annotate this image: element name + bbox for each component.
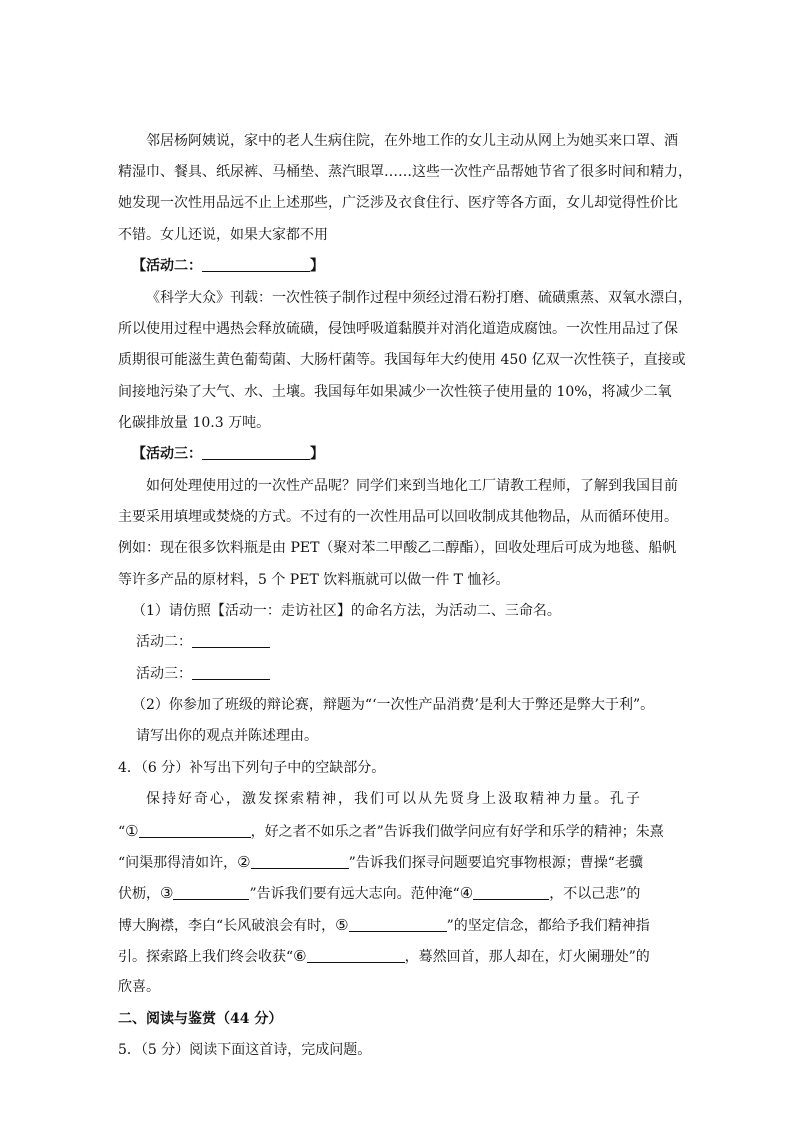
para2-line: 间接地污染了大气、水、土壤。我国每年如果减少一次性筷子使用量的 10%，将减少二氧	[118, 384, 672, 400]
q4-text: “问渠那得清如许，	[118, 855, 238, 871]
blank-marker-6: ⑥	[293, 947, 307, 965]
activity2-open: 【活动二：	[132, 258, 202, 274]
blank-1[interactable]	[139, 823, 251, 838]
blank-marker-3: ③	[160, 884, 174, 902]
answer-activity2-blank[interactable]	[192, 633, 270, 648]
q4-line: 欣喜。	[118, 979, 160, 995]
para2-line: 化碳排放量 10.3 万吨。	[118, 415, 271, 431]
question-4-title: 4．（6 分）补写出下列句子中的空缺部分。	[118, 760, 386, 776]
para3-line: 例如：现在很多饮料瓶是由 PET（聚对苯二甲酸乙二醇酯），回收处理后可成为地毯、船帆	[118, 540, 677, 556]
activity3-blank[interactable]	[202, 445, 310, 460]
para2-line: 《科学大众》刊载：一次性筷子制作过程中须经过滑石粉打磨、硫磺熏蒸、双氧水漂白，	[146, 290, 692, 306]
answer-activity2-row	[136, 632, 270, 652]
q4-text: 引。探索路上我们终会收获“	[118, 949, 294, 965]
para2-line: 所以使用过程中遇热会释放硫磺，侵蚀呼吸道黏膜并对消化道造成腐蚀。一次性用品过了保	[118, 321, 678, 337]
activity3-open: 【活动三：	[132, 446, 202, 462]
q4-text: ，蓦然回首，那人却在，灯火阑珊处”的	[404, 949, 650, 965]
q4-text: ，好之者不如乐之者”告诉我们做学问应有好学和乐学的精神；朱熹	[250, 824, 664, 840]
blank-marker-1: ①	[125, 822, 139, 840]
question-5-title: 5．（5 分）阅读下面这首诗，完成问题。	[118, 1042, 372, 1058]
q4-text: ”告诉我们要有远大志向。范仲淹“	[249, 886, 460, 902]
q4-line	[118, 946, 650, 967]
para3-line: 等许多产品的原材料，5 个 PET 饮料瓶就可以做一件 T 恤衫。	[118, 572, 510, 588]
question-2-line: 请写出你的观点并陈述理由。	[136, 728, 318, 744]
para1-line: 她发现一次性用品远不止上述那些，广泛涉及衣食住行、医疗等各方面，女儿却觉得性价比	[118, 195, 678, 211]
para1-line: 邻居杨阿姨说，家中的老人生病住院，在外地工作的女儿主动从网上为她买来口罩、酒	[146, 133, 678, 149]
blank-3[interactable]	[173, 885, 249, 900]
para2-line: 质期很可能滋生黄色葡萄菌、大肠杆菌等。我国每年大约使用 450 亿双一次性筷子，直接或	[118, 352, 686, 368]
activity2-close: 】	[310, 258, 324, 274]
blank-2[interactable]	[251, 854, 349, 869]
q4-text: ”的坚定信念，都给予我们精神指	[446, 918, 650, 934]
activity2-blank[interactable]	[202, 257, 310, 272]
blank-marker-4: ④	[459, 884, 474, 902]
q4-text: 伏枥，	[118, 886, 160, 902]
section-2-title: 二、阅读与鉴赏（44 分）	[118, 1011, 283, 1027]
activity2-heading	[132, 256, 324, 276]
answer-activity3-blank[interactable]	[192, 665, 270, 680]
blank-marker-2: ②	[237, 853, 251, 871]
q4-line	[118, 915, 650, 936]
answer-activity3-label: 活动三：	[136, 666, 192, 682]
answer-activity2-label: 活动二：	[136, 634, 192, 650]
q4-line	[118, 883, 640, 904]
q4-line: 保持好奇心，激发探索精神，我们可以从先贤身上汲取精神力量。孔子	[146, 791, 642, 807]
blank-6[interactable]	[307, 948, 405, 963]
activity3-heading	[132, 444, 324, 464]
question-1-text: （1）请仿照【活动一：走访社区】的命名方法，为活动二、三命名。	[132, 603, 561, 619]
para1-line: 精湿巾、餐具、纸尿裤、马桶垫、蒸汽眼罩……这些一次性产品帮她节省了很多时间和精力，	[118, 164, 692, 180]
question-2-line: （2）你参加了班级的辩论赛，辩题为“‘一次性产品消费’是利大于弊还是弊大于利”。	[132, 697, 655, 713]
q4-text: 博大胸襟，李白“长风破浪会有时，	[118, 918, 336, 934]
para1-line: 不错。女儿还说，如果大家都不用	[118, 227, 328, 243]
q4-text: ”告诉我们探寻问题要追究事物根源；曹操“老骥	[348, 855, 643, 871]
q4-text: ，不以己悲”的	[549, 886, 641, 902]
answer-activity3-row	[136, 664, 270, 684]
q4-line	[118, 821, 664, 842]
para3-line: 如何处理使用过的一次性产品呢？同学们来到当地化工厂请教工程师，了解到我国目前	[146, 478, 678, 494]
q4-line	[118, 852, 643, 873]
q4-quote: “	[118, 824, 126, 840]
blank-5[interactable]	[349, 917, 447, 932]
para3-line: 主要采用填埋或焚烧的方式。不过有的一次性用品可以回收制成其他物品，从而循环使用。	[118, 509, 678, 525]
blank-4[interactable]	[473, 885, 549, 900]
blank-marker-5: ⑤	[335, 916, 349, 934]
activity3-close: 】	[310, 446, 324, 462]
